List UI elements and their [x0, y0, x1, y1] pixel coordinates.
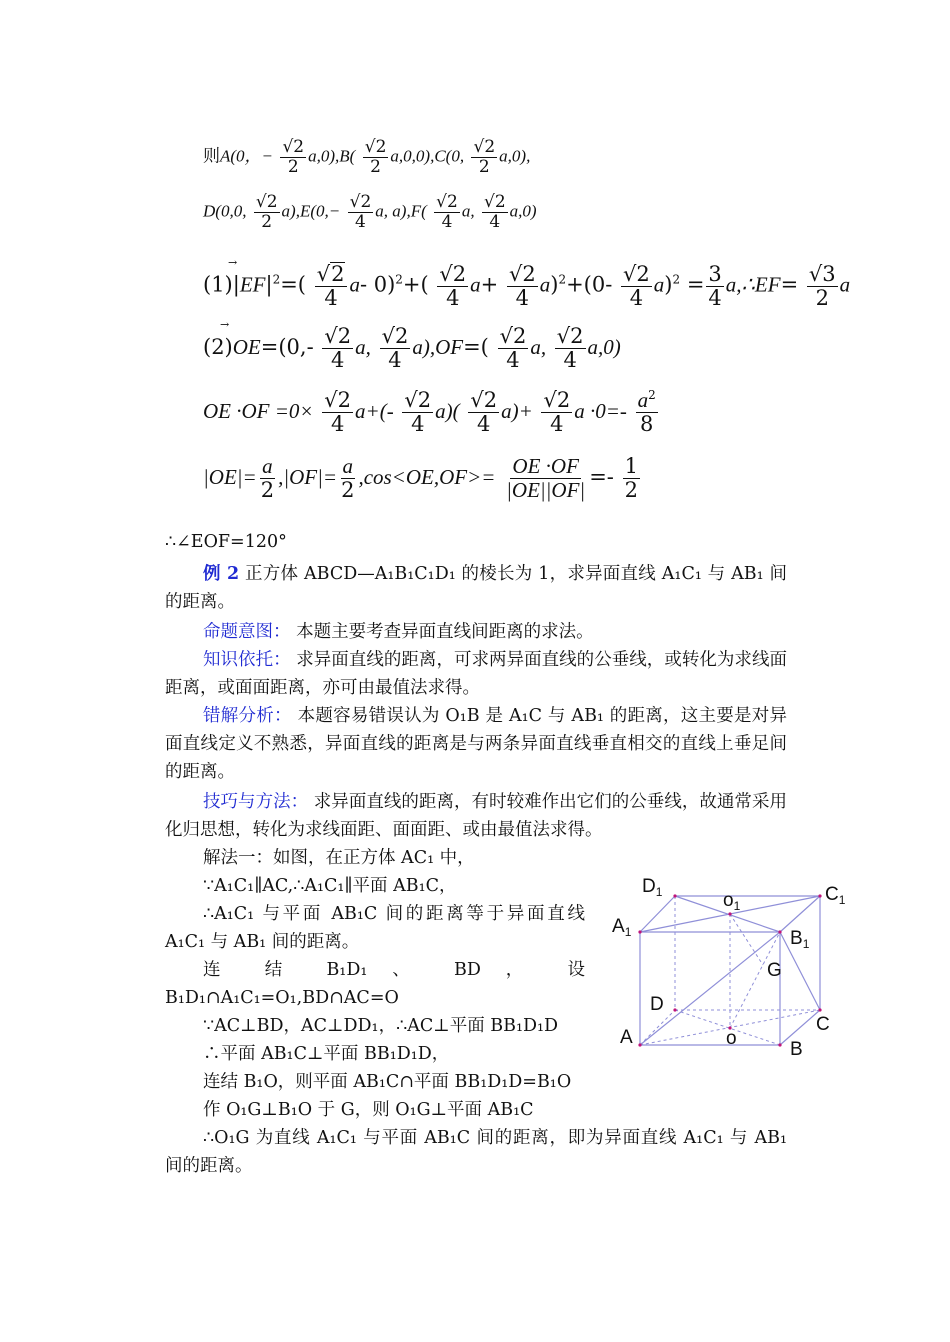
angle-result: ∴∠EOF=120° — [165, 532, 287, 552]
para-label: 命题意图： — [203, 622, 291, 642]
label-G: G — [767, 960, 782, 981]
label-o1: $o_1$ — [723, 890, 741, 913]
example-text: 正方体 ABCD—A₁B₁C₁D₁ 的棱长为 1，求异面直线 A₁C₁ 与 AB₁ 间的距离。 — [165, 564, 787, 612]
coords-line-2: D(0,0, $\frac{√2}{2}$ a),E(0,− $\frac{√2}{4}$ a, a),F( $\frac{√2}{4}$ a, $\frac{√2}{4}$ a,0) — [203, 192, 537, 232]
solution-line: 解法一：如图，在正方体 AC₁ 中， — [203, 848, 475, 868]
label-B: B — [790, 1039, 803, 1060]
solution-line: 连结 B₁O，则平面 AB₁C∩平面 BB₁D₁D=B₁O — [203, 1072, 572, 1092]
paragraph-method — [165, 788, 787, 844]
para-text: 本题容易错误认为 O₁B 是 A₁C 与 AB₁ 的距离，这主要是对异面直线定义不熟悉，异面直线的距离是与两条异面直线垂直相交的直线上垂足间的距离。 — [165, 706, 788, 782]
solution-line: ∵AC⊥BD，AC⊥DD₁，∴AC⊥平面 BB₁D₁D — [203, 1016, 559, 1036]
para-text: 本题主要考查异面直线间距离的求法。 — [296, 622, 594, 642]
vector-arrow: → — [220, 318, 230, 331]
label-A: A — [620, 1027, 633, 1048]
label-C1: $C_1$ — [825, 884, 846, 907]
para-label: 知识依托： — [203, 650, 291, 670]
equation-2: (2)OE=(0,- $\frac{√2}{4}$ a, $\frac{√2}{4}$ a),OF=( $\frac{√2}{4}$ a, $\frac{√2}{4}$ a,0) — [203, 324, 621, 373]
vector-arrow: → — [228, 256, 238, 269]
label-C: C — [816, 1014, 830, 1035]
equation-3: OE ·OF =0× $\frac{√2}{4}$ a+(- $\frac{√2}{4}$ a)( $\frac{√2}{4}$ a)+ $\frac{√2}{4}$ a ·0=- $\frac{a^2}{8}$ — [203, 388, 656, 437]
para-label: 错解分析： — [203, 706, 292, 726]
equation-1: $(1)|EF|^2=$( $\frac{√2}{4}$ a- 0)$^2$+( $\frac{√2}{4}$ a+ $\frac{√2}{4}$ a)$^2$+(0- $\frac{√2}{4}$ a)$^2$ = $\frac{3}{4}$ a,∴EF= $\frac{√3}{2}$ a — [203, 261, 851, 311]
coords-line-1: 则A(0，− $\frac{√2}{2}$ a,0),B( $\frac{√2}{2}$ a,0,0),C(0, $\frac{√2}{2}$ a,0), — [203, 137, 531, 177]
label-o: o — [726, 1028, 737, 1049]
solution-line: 作 O₁G⊥B₁O 于 G，则 O₁G⊥平面 AB₁C — [203, 1100, 534, 1120]
solution-line: ∴O₁G 为直线 A₁C₁ 与平面 AB₁C 间的距离，即为异面直线 A₁C₁ 与 AB₁ 间的距离。 — [165, 1128, 787, 1176]
label-D: D — [650, 994, 664, 1015]
equation-4: |OE|= $\frac{a}{2}$ ,|OF|= $\frac{a}{2}$ ,cos<OE,OF>= $\frac{OE \cdot OF}{|OE||OF|}$ =- $\frac{1}{2}$ — [203, 454, 638, 503]
example-2 — [165, 560, 787, 616]
label-A1: $A_1$ — [612, 916, 632, 939]
paragraph-intent — [165, 618, 787, 646]
para-label: 技巧与方法： — [203, 792, 309, 812]
label-B1: $B_1$ — [790, 928, 810, 951]
solution-line: ∵A₁C₁∥AC,∴A₁C₁∥平面 AB₁C， — [203, 876, 457, 896]
solution-line: ∴平面 AB₁C⊥平面 BB₁D₁D， — [203, 1044, 450, 1064]
paragraph-error — [165, 702, 787, 786]
solution-line: 连 结 B₁D₁ 、 BD ， 设 B₁D₁∩A₁C₁=O₁,BD∩AC=O — [165, 960, 585, 1008]
para-text: 求异面直线的距离，可求两异面直线的公垂线，或转化为求线面距离，或面面距离，亦可由最值法求得。 — [165, 650, 787, 698]
paragraph-knowledge — [165, 646, 787, 702]
label-D1: $D_1$ — [642, 876, 663, 899]
example-label: 例 2 — [203, 564, 240, 584]
solution-line: ∴A₁C₁ 与平面 AB₁C 间的距离等于异面直线 A₁C₁ 与 AB₁ 间的距离。 — [165, 904, 585, 952]
cube-figure — [600, 870, 870, 1070]
para-text: 求异面直线的距离，有时较难作出它们的公垂线，故通常采用化归思想，转化为求线面距、面面距、或由最值法求得。 — [165, 792, 787, 840]
